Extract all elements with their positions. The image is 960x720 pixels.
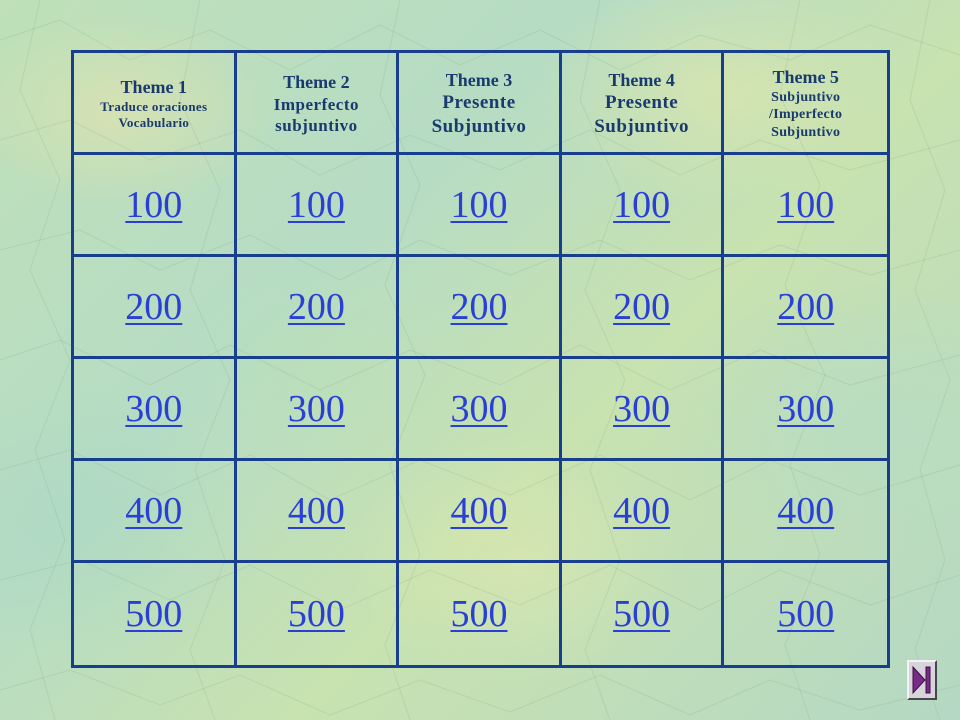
- question-link-theme3-200[interactable]: 200: [450, 285, 508, 328]
- question-link-theme4-500[interactable]: 500: [613, 593, 671, 635]
- question-link-theme5-100[interactable]: 100: [777, 183, 835, 226]
- question-link-theme2-100[interactable]: 100: [287, 183, 345, 226]
- question-link-theme1-300[interactable]: 300: [125, 387, 183, 430]
- question-cell: [724, 155, 887, 257]
- category-subtitle-line: Subjuntivo: [771, 89, 841, 105]
- question-link-theme3-500[interactable]: 500: [450, 593, 508, 635]
- category-subtitle-line: Vocabulario: [118, 114, 190, 130]
- question-link-theme5-200[interactable]: 200: [777, 285, 835, 328]
- question-link-theme2-200[interactable]: 200: [287, 285, 345, 328]
- question-link-theme4-200[interactable]: 200: [613, 285, 671, 328]
- question-cell: [399, 359, 562, 461]
- category-title: Theme 5: [772, 67, 839, 87]
- question-cell: [237, 155, 400, 257]
- question-cell: [74, 461, 237, 563]
- question-cell: [724, 257, 887, 359]
- question-cell: [74, 359, 237, 461]
- category-subtitle-line: Imperfecto: [273, 94, 360, 114]
- category-header-3: [399, 53, 562, 155]
- question-link-theme4-400[interactable]: 400: [613, 489, 671, 532]
- question-cell: [399, 257, 562, 359]
- question-cell: [724, 359, 887, 461]
- category-header-5: [724, 53, 887, 155]
- question-cell: [562, 155, 725, 257]
- question-link-theme2-500[interactable]: 500: [287, 593, 345, 635]
- question-link-theme4-300[interactable]: 300: [613, 387, 671, 430]
- category-title: Theme 3: [445, 69, 513, 90]
- category-header-4: [562, 53, 725, 155]
- question-link-theme4-100[interactable]: 100: [613, 183, 671, 226]
- category-subtitle-line: Subjuntivo: [771, 124, 841, 140]
- category-title: Theme 4: [608, 69, 675, 90]
- category-subtitle-line: /Imperfecto: [769, 107, 843, 122]
- question-link-theme3-400[interactable]: 400: [450, 489, 508, 532]
- category-title: Theme 1: [120, 77, 188, 97]
- end-show-icon: [911, 665, 933, 695]
- question-link-theme5-500[interactable]: 500: [777, 593, 835, 635]
- question-cell: [237, 359, 400, 461]
- question-cell: [724, 461, 887, 563]
- question-cell: [74, 257, 237, 359]
- question-cell: [562, 257, 725, 359]
- end-show-button[interactable]: [907, 660, 937, 700]
- category-header-2: [237, 53, 400, 155]
- question-cell: [399, 563, 562, 665]
- question-cell: [562, 563, 725, 665]
- question-link-theme1-400[interactable]: 400: [125, 489, 183, 532]
- category-subtitle-line: Presente: [604, 92, 679, 113]
- category-subtitle-line: Presente: [442, 92, 516, 113]
- question-cell: [74, 155, 237, 257]
- question-link-theme5-400[interactable]: 400: [777, 489, 835, 532]
- category-subtitle-line: subjuntivo: [275, 115, 358, 135]
- jeopardy-board: [71, 50, 890, 668]
- question-cell: [237, 563, 400, 665]
- question-cell: [562, 461, 725, 563]
- category-subtitle-line: Subjuntivo: [594, 115, 689, 137]
- question-cell: [74, 563, 237, 665]
- question-cell: [237, 257, 400, 359]
- question-cell: [724, 563, 887, 665]
- question-link-theme2-300[interactable]: 300: [287, 387, 345, 430]
- question-link-theme5-300[interactable]: 300: [777, 387, 835, 430]
- question-cell: [399, 461, 562, 563]
- question-link-theme1-500[interactable]: 500: [125, 593, 183, 635]
- question-cell: [237, 461, 400, 563]
- question-link-theme1-200[interactable]: 200: [125, 285, 183, 328]
- category-title: Theme 2: [283, 72, 350, 92]
- question-link-theme1-100[interactable]: 100: [125, 183, 183, 226]
- question-cell: [562, 359, 725, 461]
- category-subtitle-line: Traduce oraciones: [100, 98, 208, 114]
- question-link-theme3-300[interactable]: 300: [450, 387, 508, 430]
- category-subtitle-line: Subjuntivo: [431, 115, 527, 137]
- question-link-theme3-100[interactable]: 100: [450, 183, 508, 226]
- category-header-1: [74, 53, 237, 155]
- question-cell: [399, 155, 562, 257]
- question-link-theme2-400[interactable]: 400: [287, 489, 345, 532]
